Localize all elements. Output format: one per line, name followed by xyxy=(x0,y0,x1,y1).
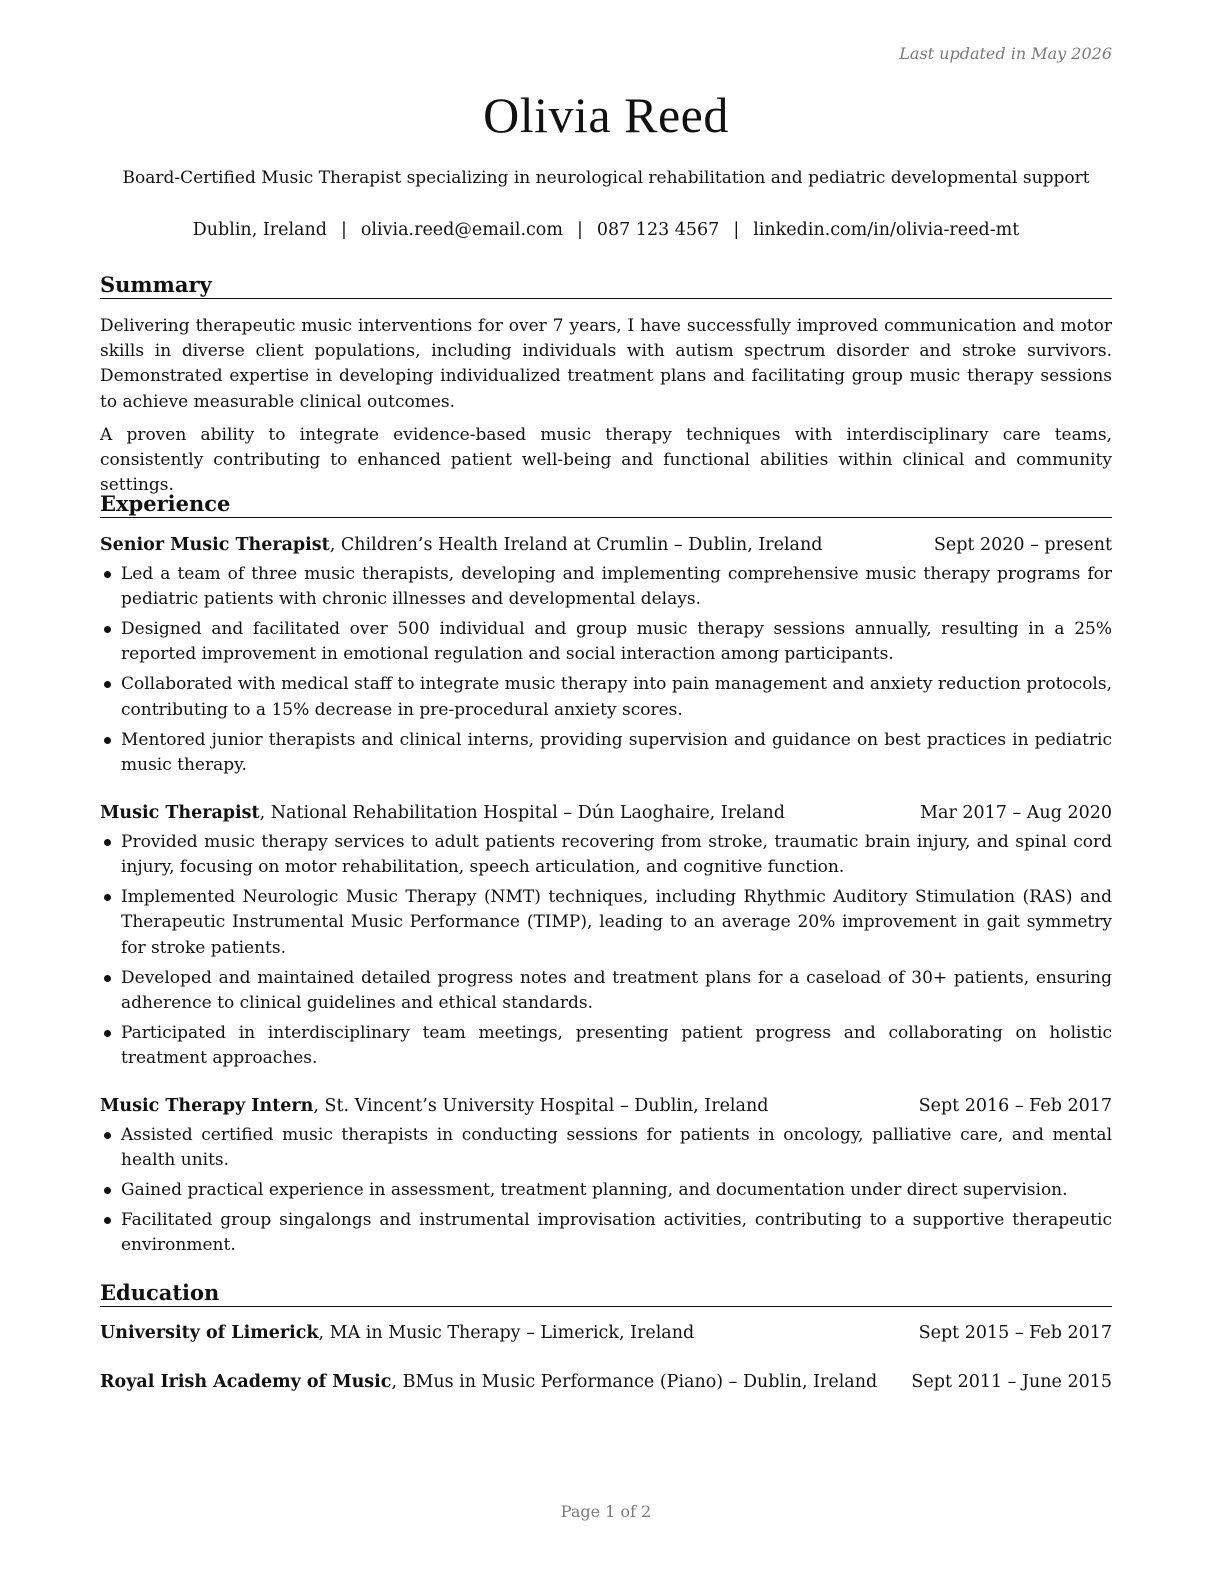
bullet-icon xyxy=(104,839,111,846)
contact-separator: | xyxy=(733,220,740,240)
contact-linkedin[interactable]: linkedin.com/in/olivia-reed-mt xyxy=(753,220,1020,240)
list-item: Assisted certified music therapists in conducting sessions for patients in oncology, palliative care, and mental health units. xyxy=(100,1123,1112,1173)
education-school: Royal Irish Academy of Music xyxy=(100,1372,392,1392)
contact-phone[interactable]: 087 123 4567 xyxy=(596,220,720,240)
job-role: Music Therapist xyxy=(100,803,260,823)
education-dates: Sept 2015 – Feb 2017 xyxy=(918,1323,1112,1343)
resume-page xyxy=(100,0,1112,1584)
bullet-icon xyxy=(104,1132,111,1139)
education-entry xyxy=(100,1321,1112,1345)
job-header xyxy=(100,801,1112,825)
page-number: Page 1 of 2 xyxy=(560,1502,652,1521)
bullet-icon xyxy=(104,626,111,633)
job-org: , St. Vincent’s University Hospital – Dublin, Ireland xyxy=(313,1096,769,1116)
list-item: Implemented Neurologic Music Therapy (NMT) techniques, including Rhythmic Auditory Stimulation (RAS) and Therapeutic Instrumental Music Performance (TIMP), leading to an average 20% improvement in gait symmetry for stroke patients. xyxy=(100,885,1112,961)
summary-paragraph: A proven ability to integrate evidence-based music therapy techniques with interdisciplinary care teams, consistently contributing to enhanced patient well-being and functional abilities within clinical and community settings. xyxy=(100,425,1112,496)
bullet-icon xyxy=(104,1030,111,1037)
bullet-icon xyxy=(104,975,111,982)
job-dates: Sept 2016 – Feb 2017 xyxy=(918,1096,1112,1116)
job-role: Music Therapy Intern xyxy=(100,1096,314,1116)
job-bullets xyxy=(100,830,1112,1076)
bullet-icon xyxy=(104,571,111,578)
list-item: Facilitated group singalongs and instrumental improvisation activities, contributing to a supportive therapeutic environment. xyxy=(100,1208,1112,1258)
job-org: , Children’s Health Ireland at Crumlin – Dublin, Ireland xyxy=(329,535,823,555)
job-role: Senior Music Therapist xyxy=(100,535,330,555)
education-entry xyxy=(100,1370,1112,1394)
list-item: Collaborated with medical staff to integrate music therapy into pain management and anxiety reduction protocols, contributing to a 15% decrease in pre-procedural anxiety scores. xyxy=(100,672,1112,722)
education-school: University of Limerick xyxy=(100,1323,319,1343)
contact-location: Dublin, Ireland xyxy=(192,220,327,240)
contact-email[interactable]: olivia.reed@email.com xyxy=(360,220,563,240)
job-bullets xyxy=(100,1123,1112,1263)
list-item: Participated in interdisciplinary team meetings, presenting patient progress and collaborating on holistic treatment approaches. xyxy=(100,1021,1112,1071)
job-org: , National Rehabilitation Hospital – Dún Laoghaire, Ireland xyxy=(259,803,785,823)
job-dates: Mar 2017 – Aug 2020 xyxy=(920,803,1112,823)
contact-separator: | xyxy=(576,220,583,240)
tagline: Board-Certified Music Therapist specializing in neurological rehabilitation and pediatric developmental support xyxy=(122,168,1090,188)
contact-line xyxy=(100,220,1112,240)
bullet-icon xyxy=(104,1187,111,1194)
list-item: Designed and facilitated over 500 individual and group music therapy sessions annually, resulting in a 25% reported improvement in emotional regulation and social interaction among participants. xyxy=(100,617,1112,667)
list-item: Developed and maintained detailed progress notes and treatment plans for a caseload of 30+ patients, ensuring adherence to clinical guidelines and ethical standards. xyxy=(100,966,1112,1016)
job-header xyxy=(100,533,1112,557)
bullet-icon xyxy=(104,737,111,744)
job-dates: Sept 2020 – present xyxy=(933,535,1112,555)
section-title-summary: Summary xyxy=(100,271,1112,299)
list-item: Gained practical experience in assessment, treatment planning, and documentation under direct supervision. xyxy=(100,1178,1112,1203)
job-header xyxy=(100,1094,1112,1118)
list-item: Mentored junior therapists and clinical interns, providing supervision and guidance on best practices in pediatric music therapy. xyxy=(100,728,1112,778)
candidate-name: Olivia Reed xyxy=(483,87,729,143)
education-degree: , BMus in Music Performance (Piano) – Dublin, Ireland xyxy=(391,1372,878,1392)
list-item: Provided music therapy services to adult patients recovering from stroke, traumatic brain injury, and spinal cord injury, focusing on motor rehabilitation, speech articulation, and cognitive function. xyxy=(100,830,1112,880)
bullet-icon xyxy=(104,1217,111,1224)
job-bullets xyxy=(100,562,1112,783)
section-title-experience: Experience xyxy=(100,490,1112,518)
last-updated: Last updated in May 2026 xyxy=(899,44,1112,63)
education-degree: , MA in Music Therapy – Limerick, Ireland xyxy=(318,1323,695,1343)
bullet-icon xyxy=(104,894,111,901)
summary-paragraph: Delivering therapeutic music interventions for over 7 years, I have successfully improved communication and motor skills in diverse client populations, including individuals with autism spectrum disorder and stroke survivors. Demonstrated expertise in developing individualized treatment plans and facilitating group music therapy sessions to achieve measurable clinical outcomes. xyxy=(100,316,1112,412)
contact-separator: | xyxy=(340,220,347,240)
section-title-education: Education xyxy=(100,1279,1112,1307)
list-item: Led a team of three music therapists, developing and implementing comprehensive music therapy programs for pediatric patients with chronic illnesses and developmental delays. xyxy=(100,562,1112,612)
education-dates: Sept 2011 – June 2015 xyxy=(911,1372,1112,1392)
bullet-icon xyxy=(104,681,111,688)
